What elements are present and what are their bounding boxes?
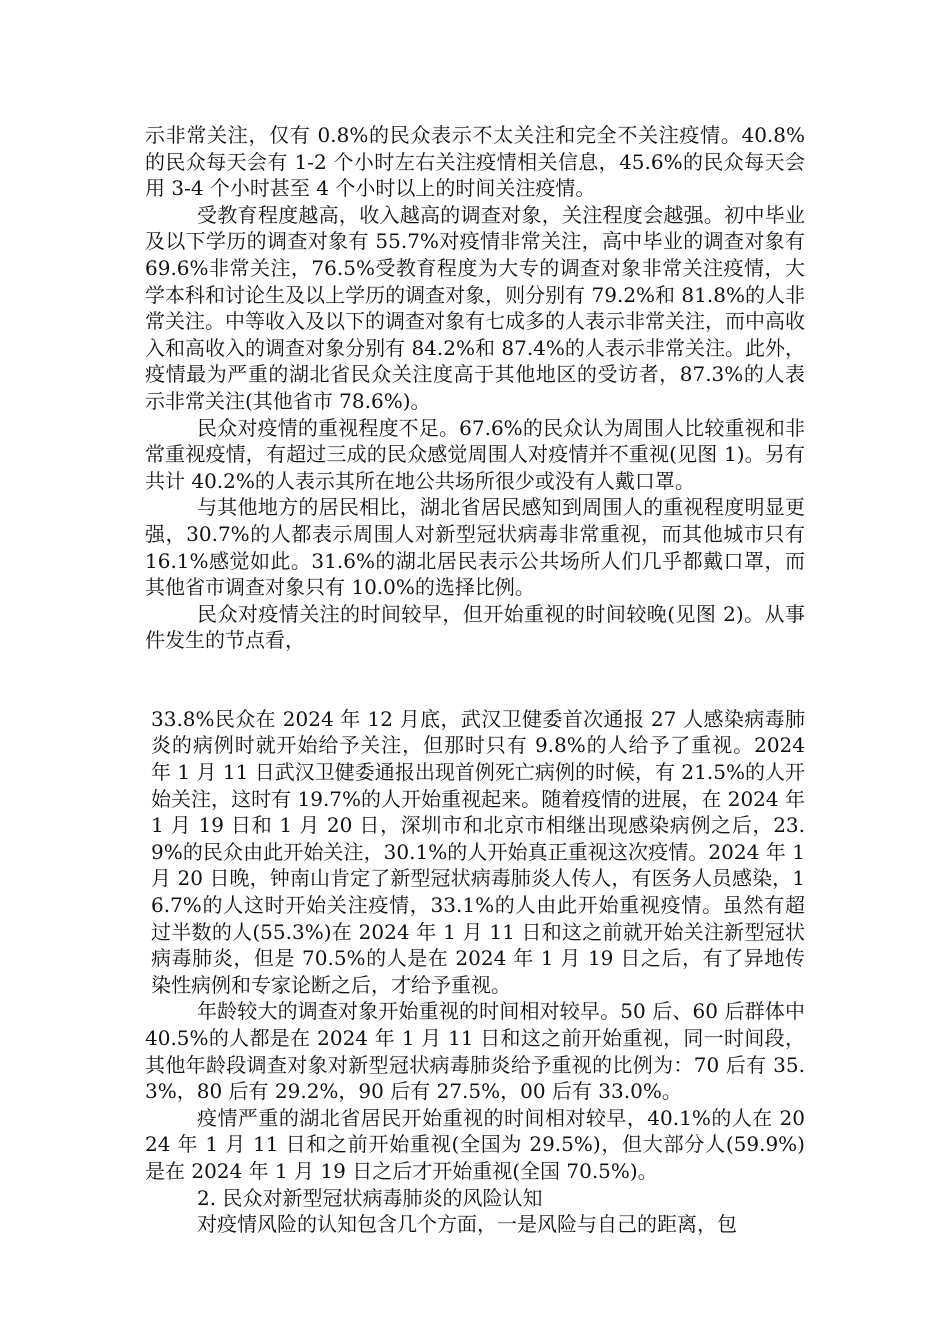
- paragraph-education-income: 受教育程度越高，收入越高的调查对象，关注程度会越强。初中毕业及以下学历的调查对象有 55.7%对疫情非常关注，高中毕业的调查对象有 69.6%非常关注，76.5%受教育程度为大专的调查对象非常关注疫情，大学本科和讨论生及以上学历的调查对象，则分别有 79.2%和 81.8%的人非常关注。中等收入及以下的调查对象有七成多的人表示非常关注，而中高收入和高收入的调查对象分别有 84.2%和 87.4%的人表示非常关注。此外，疫情最为严重的湖北省民众关注度高于其他地区的受访者，87.3%的人表示非常关注(其他省市 78.6%)。: [145, 202, 805, 413]
- paragraph-hubei-timing: 疫情严重的湖北省居民开始重视的时间相对较早，40.1%的人在 2024 年 1 月 11 日和之前开始重视(全国为 29.5%)，但大部分人(59.9%)是在 2024 年 1 月 19 日之后才开始重视(全国 70.5%)。: [145, 1105, 805, 1183]
- document-page: [145, 122, 805, 1238]
- paragraph-insufficient-attention: 民众对疫情的重视程度不足。67.6%的民众认为周围人比较重视和非常重视疫情，有超过三成的民众感觉周围人对疫情并不重视(见图 1)。另有共计 40.2%的人表示其所在地公共场所很少或没有人戴口罩。: [145, 415, 805, 493]
- paragraph-risk-intro: 对疫情风险的认知包含几个方面，一是风险与自己的距离，包: [197, 1212, 737, 1237]
- paragraph-attention-duration: 示非常关注，仅有 0.8%的民众表示不太关注和完全不关注疫情。40.8%的民众每天会有 1-2 个小时左右关注疫情相关信息，45.6%的民众每天会用 3-4 个小时甚至 4 个小时以上的时间关注疫情。: [145, 123, 805, 201]
- paragraph-hubei-comparison: 与其他地方的居民相比，湖北省居民感知到周围人的重视程度明显更强，30.7%的人都表示周围人对新型冠状病毒非常重视，而其他城市只有 16.1%感觉如此。31.6%的湖北居民表示公共场所人们几乎都戴口罩，而其他省市调查对象只有 10.0%的选择比例。: [145, 495, 805, 600]
- paragraph-timing-intro: 民众对疫情关注的时间较早，但开始重视的时间较晚(见图 2)。从事件发生的节点看，: [145, 601, 805, 653]
- section-heading-risk-perception: 2. 民众对新型冠状病毒肺炎的风险认知: [197, 1185, 543, 1210]
- paragraph-age-groups: 年龄较大的调查对象开始重视的时间相对较早。50 后、60 后群体中 40.5%的人都是在 2024 年 1 月 11 日和这之前开始重视，同一时间段，其他年龄段调查对象对新型冠状病毒肺炎给予重视的比例为：70 后有 35.3%，80 后有 29.2%，90 后有 27.5%，00 后有 33.0%。: [145, 999, 805, 1104]
- page-gap: [145, 654, 805, 706]
- paragraph-timeline: 33.8%民众在 2024 年 12 月底，武汉卫健委首次通报 27 人感染病毒肺炎的病例时就开始给予关注，但那时只有 9.8%的人给予了重视。2024 年 1 月 11 日武汉卫健委通报出现首例死亡病例的时候，有 21.5%的人开始关注，这时有 19.7%的人开始重视起来。随着疫情的进展，在 2024 年 1 月 19 日和 1 月 20 日，深圳市和北京市相继出现感染病例之后，23.9%的民众由此开始关注，30.1%的人开始真正重视这次疫情。2024 年 1 月 20 日晚，钟南山肯定了新型冠状病毒肺炎人传人，有医务人员感染，16.7%的人这时开始关注疫情，33.1%的人由此开始重视疫情。虽然有超过半数的人(55.3%)在 2024 年 1 月 11 日和这之前就开始关注新型冠状病毒肺炎，但是 70.5%的人是在 2024 年 1 月 19 日之后，有了异地传染性病例和专家论断之后，才给予重视。: [151, 706, 805, 997]
